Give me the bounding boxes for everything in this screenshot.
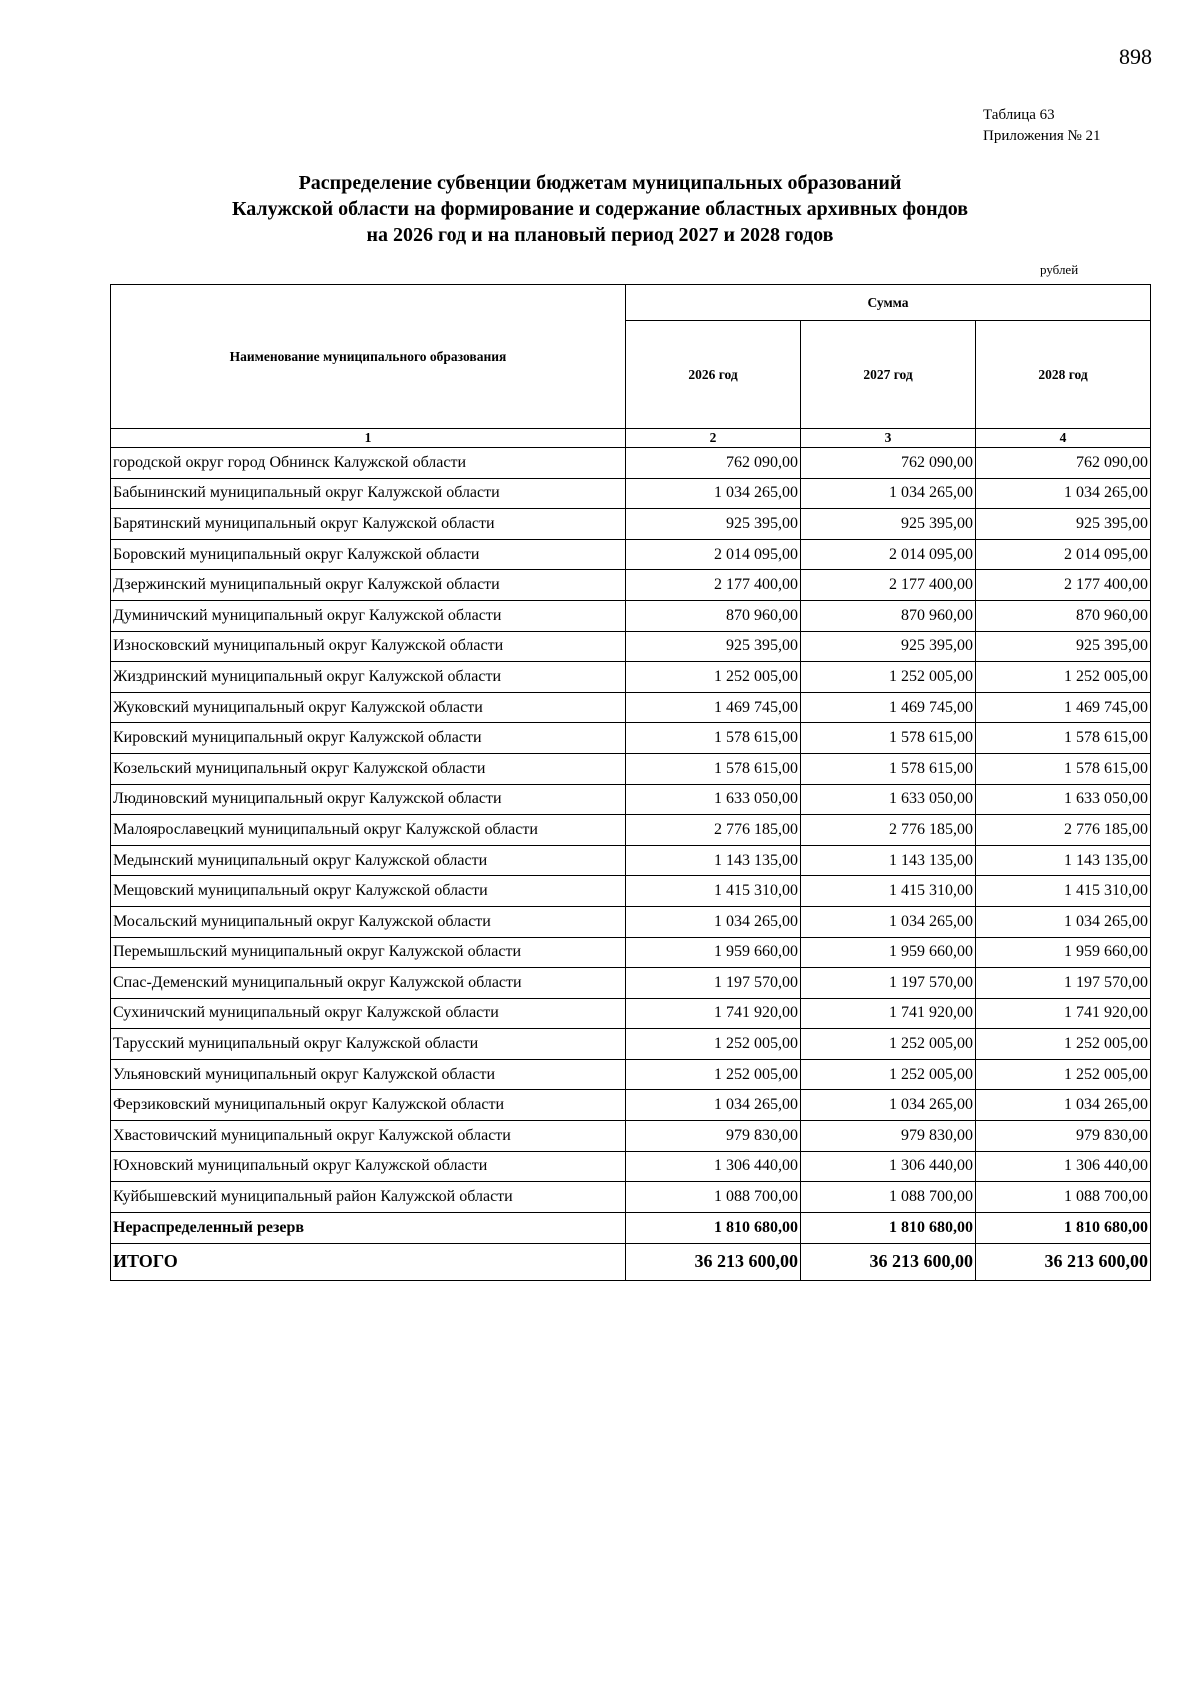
table-row — [111, 662, 1151, 693]
table-row — [111, 631, 1151, 662]
amount-2028: 1 034 265,00 — [976, 906, 1151, 937]
header-2026: 2026 год — [626, 321, 801, 429]
table-row — [111, 1029, 1151, 1060]
amount-2027: 1 088 700,00 — [801, 1182, 976, 1213]
reserve-2026: 1 810 680,00 — [626, 1212, 801, 1243]
amount-2028: 1 252 005,00 — [976, 1059, 1151, 1090]
municipality-name: Ульяновский муниципальный округ Калужской области — [111, 1059, 626, 1090]
municipality-name: Куйбышевский муниципальный район Калужской области — [111, 1182, 626, 1213]
table-row — [111, 784, 1151, 815]
table-row — [111, 906, 1151, 937]
amount-2028: 979 830,00 — [976, 1121, 1151, 1152]
reserve-2028: 1 810 680,00 — [976, 1212, 1151, 1243]
amount-2028: 1 578 615,00 — [976, 723, 1151, 754]
amount-2027: 1 633 050,00 — [801, 784, 976, 815]
amount-2027: 1 252 005,00 — [801, 1059, 976, 1090]
table-number: Таблица 63 — [983, 107, 1055, 123]
table-row — [111, 570, 1151, 601]
header-2027: 2027 год — [801, 321, 976, 429]
municipality-name: Сухиничский муниципальный округ Калужской области — [111, 998, 626, 1029]
total-2027: 36 213 600,00 — [801, 1243, 976, 1280]
amount-2028: 1 578 615,00 — [976, 753, 1151, 784]
title-line-1: Распределение субвенции бюджетам муниципальных образований — [298, 172, 902, 194]
header-sum: Сумма — [626, 285, 1151, 321]
table-row — [111, 753, 1151, 784]
amount-2027: 1 578 615,00 — [801, 753, 976, 784]
document-title — [0, 170, 1200, 248]
reserve-label: Нераспределенный резерв — [111, 1212, 626, 1243]
total-row — [111, 1243, 1151, 1280]
amount-2027: 1 252 005,00 — [801, 1029, 976, 1060]
table-row — [111, 478, 1151, 509]
amount-2026: 1 741 920,00 — [626, 998, 801, 1029]
amount-2027: 1 306 440,00 — [801, 1151, 976, 1182]
column-index: 1 — [111, 429, 626, 448]
municipality-name: Юхновский муниципальный округ Калужской области — [111, 1151, 626, 1182]
amount-2026: 1 034 265,00 — [626, 906, 801, 937]
amount-2027: 762 090,00 — [801, 448, 976, 479]
amount-2028: 1 252 005,00 — [976, 1029, 1151, 1060]
municipality-name: Козельский муниципальный округ Калужской области — [111, 753, 626, 784]
municipality-name: Тарусский муниципальный округ Калужской области — [111, 1029, 626, 1060]
reserve-2027: 1 810 680,00 — [801, 1212, 976, 1243]
table-row — [111, 937, 1151, 968]
municipality-name: Барятинский муниципальный округ Калужской области — [111, 509, 626, 540]
amount-2027: 1 034 265,00 — [801, 1090, 976, 1121]
amount-2026: 979 830,00 — [626, 1121, 801, 1152]
amount-2026: 2 177 400,00 — [626, 570, 801, 601]
amount-2026: 2 014 095,00 — [626, 539, 801, 570]
total-label: ИТОГО — [111, 1243, 626, 1280]
municipality-name: Износковский муниципальный округ Калужской области — [111, 631, 626, 662]
total-2028: 36 213 600,00 — [976, 1243, 1151, 1280]
municipality-name: Малоярославецкий муниципальный округ Калужской области — [111, 815, 626, 846]
title-line-3: на 2026 год и на плановый период 2027 и 2028 годов — [366, 224, 834, 246]
amount-2028: 762 090,00 — [976, 448, 1151, 479]
municipality-name: Хвастовичский муниципальный округ Калужской области — [111, 1121, 626, 1152]
table-row — [111, 509, 1151, 540]
amount-2028: 1 197 570,00 — [976, 968, 1151, 999]
municipality-name: Дзержинский муниципальный округ Калужской области — [111, 570, 626, 601]
amount-2026: 1 088 700,00 — [626, 1182, 801, 1213]
municipality-name: городской округ город Обнинск Калужской области — [111, 448, 626, 479]
reserve-row — [111, 1212, 1151, 1243]
amount-2026: 1 252 005,00 — [626, 1059, 801, 1090]
amount-2028: 1 741 920,00 — [976, 998, 1151, 1029]
amount-2026: 1 306 440,00 — [626, 1151, 801, 1182]
appendix-number: Приложения № 21 — [983, 128, 1101, 144]
amount-2028: 870 960,00 — [976, 600, 1151, 631]
amount-2026: 762 090,00 — [626, 448, 801, 479]
table-row — [111, 539, 1151, 570]
table-row — [111, 600, 1151, 631]
header-municipality: Наименование муниципального образования — [111, 285, 626, 429]
amount-2027: 2 014 095,00 — [801, 539, 976, 570]
table-row — [111, 845, 1151, 876]
municipality-name: Мещовский муниципальный округ Калужской области — [111, 876, 626, 907]
amount-2028: 1 415 310,00 — [976, 876, 1151, 907]
amount-2028: 1 034 265,00 — [976, 478, 1151, 509]
amount-2028: 2 177 400,00 — [976, 570, 1151, 601]
amount-2026: 1 469 745,00 — [626, 692, 801, 723]
amount-2028: 1 306 440,00 — [976, 1151, 1151, 1182]
municipality-name: Людиновский муниципальный округ Калужской области — [111, 784, 626, 815]
column-index: 2 — [626, 429, 801, 448]
amount-2027: 2 776 185,00 — [801, 815, 976, 846]
amount-2028: 2 014 095,00 — [976, 539, 1151, 570]
table-row — [111, 448, 1151, 479]
municipality-name: Жуковский муниципальный округ Калужской области — [111, 692, 626, 723]
amount-2027: 1 197 570,00 — [801, 968, 976, 999]
amount-2027: 1 578 615,00 — [801, 723, 976, 754]
amount-2026: 925 395,00 — [626, 631, 801, 662]
amount-2026: 1 578 615,00 — [626, 753, 801, 784]
amount-2027: 1 415 310,00 — [801, 876, 976, 907]
table-row — [111, 723, 1151, 754]
amount-2027: 1 469 745,00 — [801, 692, 976, 723]
amount-2027: 1 741 920,00 — [801, 998, 976, 1029]
amount-2026: 1 034 265,00 — [626, 1090, 801, 1121]
total-2026: 36 213 600,00 — [626, 1243, 801, 1280]
amount-2028: 1 469 745,00 — [976, 692, 1151, 723]
amount-2028: 925 395,00 — [976, 509, 1151, 540]
municipality-name: Думиничский муниципальный округ Калужской области — [111, 600, 626, 631]
amount-2028: 925 395,00 — [976, 631, 1151, 662]
municipality-name: Медынский муниципальный округ Калужской области — [111, 845, 626, 876]
amount-2028: 1 143 135,00 — [976, 845, 1151, 876]
amount-2027: 1 252 005,00 — [801, 662, 976, 693]
amount-2026: 870 960,00 — [626, 600, 801, 631]
header-2028: 2028 год — [976, 321, 1151, 429]
subvention-table — [110, 284, 1151, 1281]
municipality-name: Спас-Деменский муниципальный округ Калужской области — [111, 968, 626, 999]
municipality-name: Ферзиковский муниципальный округ Калужской области — [111, 1090, 626, 1121]
page-number: 898 — [1119, 44, 1152, 69]
table-reference — [983, 105, 1101, 147]
municipality-name: Боровский муниципальный округ Калужской области — [111, 539, 626, 570]
amount-2027: 1 034 265,00 — [801, 478, 976, 509]
table-body — [111, 448, 1151, 1213]
amount-2027: 979 830,00 — [801, 1121, 976, 1152]
column-index: 4 — [976, 429, 1151, 448]
municipality-name: Кировский муниципальный округ Калужской области — [111, 723, 626, 754]
amount-2028: 1 959 660,00 — [976, 937, 1151, 968]
amount-2026: 1 197 570,00 — [626, 968, 801, 999]
amount-2027: 2 177 400,00 — [801, 570, 976, 601]
table-row — [111, 1151, 1151, 1182]
units-label: рублей — [1040, 262, 1079, 277]
table-row — [111, 876, 1151, 907]
amount-2028: 2 776 185,00 — [976, 815, 1151, 846]
amount-2026: 1 578 615,00 — [626, 723, 801, 754]
amount-2026: 2 776 185,00 — [626, 815, 801, 846]
amount-2026: 1 252 005,00 — [626, 1029, 801, 1060]
amount-2026: 1 959 660,00 — [626, 937, 801, 968]
amount-2026: 1 415 310,00 — [626, 876, 801, 907]
amount-2026: 1 633 050,00 — [626, 784, 801, 815]
table-row — [111, 1090, 1151, 1121]
table-row — [111, 1182, 1151, 1213]
amount-2027: 870 960,00 — [801, 600, 976, 631]
table-row — [111, 815, 1151, 846]
amount-2026: 925 395,00 — [626, 509, 801, 540]
amount-2028: 1 088 700,00 — [976, 1182, 1151, 1213]
municipality-name: Бабынинский муниципальный округ Калужской области — [111, 478, 626, 509]
amount-2027: 925 395,00 — [801, 509, 976, 540]
title-line-2: Калужской области на формирование и содержание областных архивных фондов — [231, 198, 969, 220]
amount-2028: 1 633 050,00 — [976, 784, 1151, 815]
table-row — [111, 1121, 1151, 1152]
amount-2026: 1 034 265,00 — [626, 478, 801, 509]
amount-2026: 1 143 135,00 — [626, 845, 801, 876]
amount-2027: 925 395,00 — [801, 631, 976, 662]
amount-2028: 1 252 005,00 — [976, 662, 1151, 693]
table-row — [111, 968, 1151, 999]
table-row — [111, 692, 1151, 723]
amount-2027: 1 143 135,00 — [801, 845, 976, 876]
municipality-name: Мосальский муниципальный округ Калужской области — [111, 906, 626, 937]
amount-2026: 1 252 005,00 — [626, 662, 801, 693]
amount-2028: 1 034 265,00 — [976, 1090, 1151, 1121]
table-row — [111, 1059, 1151, 1090]
amount-2027: 1 959 660,00 — [801, 937, 976, 968]
amount-2027: 1 034 265,00 — [801, 906, 976, 937]
municipality-name: Перемышльский муниципальный округ Калужской области — [111, 937, 626, 968]
municipality-name: Жиздринский муниципальный округ Калужской области — [111, 662, 626, 693]
table-row — [111, 998, 1151, 1029]
column-index: 3 — [801, 429, 976, 448]
